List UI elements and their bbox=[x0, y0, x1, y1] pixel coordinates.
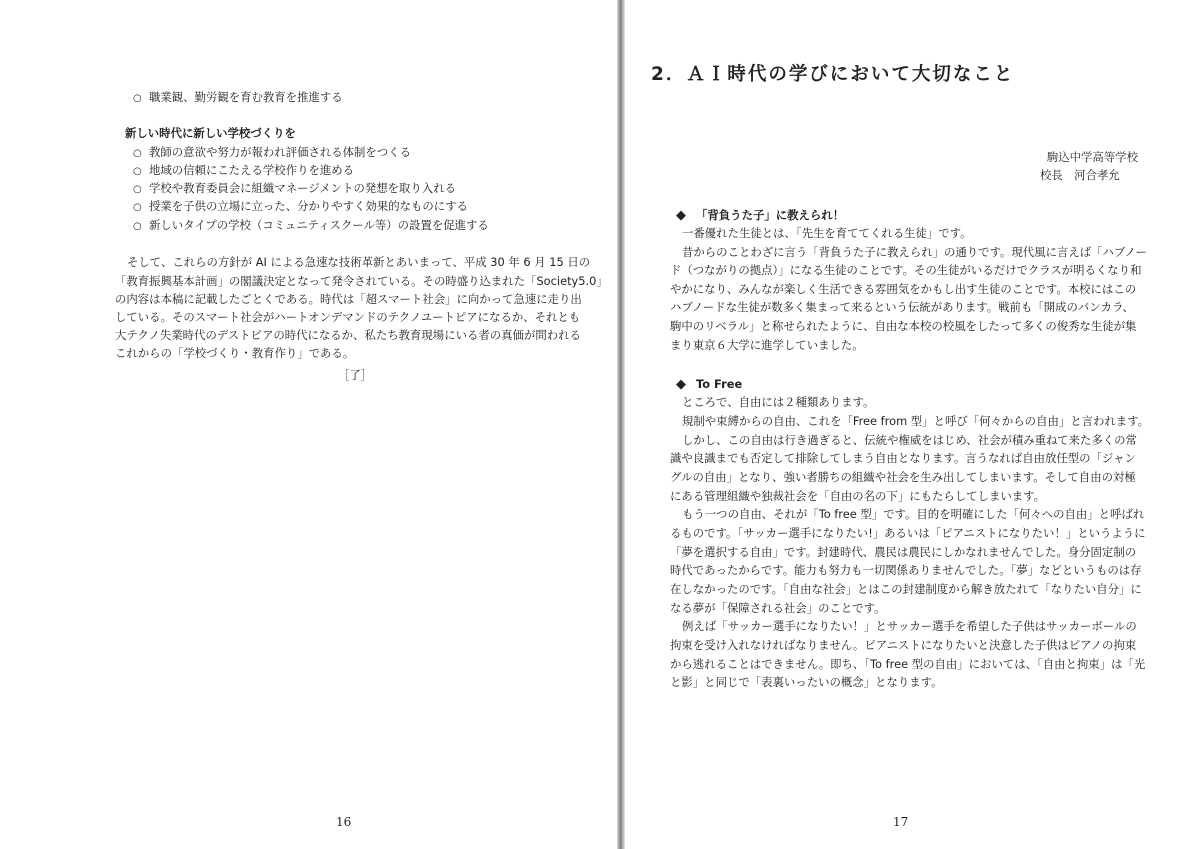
page-number-right: 17 bbox=[893, 815, 909, 829]
circle-bullet-icon: ○ bbox=[133, 93, 142, 104]
section-heading: ◆ To Free bbox=[676, 377, 743, 392]
page-title: 2．ＡＩ時代の学びにおいて大切なこと bbox=[651, 64, 1015, 85]
end-mark: ［了］ bbox=[338, 368, 373, 382]
paragraph-line: から逃れることはできません。即ち、「To free 型の自由」においては、「自由と拘束」は「光 bbox=[670, 657, 1146, 671]
section-heading: 新しい時代に新しい学校づくりを bbox=[125, 126, 296, 140]
paragraph-line: まり東京６大学に進学していました。 bbox=[670, 338, 864, 352]
paragraph-line: 「教育振興基本計画」の閣議決定となって発令されている。その時盛り込まれた「Society5.0」 bbox=[115, 274, 608, 288]
paragraph-line: ところで、自由には２種類あります。 bbox=[682, 395, 875, 409]
paragraph-line: 昔からのことわざに言う「背負うた子に教えられ」の通りです。現代風に言えば「ハブノー bbox=[682, 245, 1147, 259]
school-name: 駒込中学高等学校 bbox=[1046, 150, 1138, 164]
bullet-item: ○ 授業を子供の立場に立った、分かりやすく効果的なものにする bbox=[133, 197, 468, 217]
diamond-bullet-icon: ◆ bbox=[676, 377, 686, 392]
paragraph-line: 在しなかったのです。「自由な社会」とはこの封建制度から解き放たれて「なりたい自分」に bbox=[670, 582, 1142, 596]
paragraph-line: 「夢を選択する自由」です。封建時代、農民は農民にしかなれませんでした。身分固定制の bbox=[670, 545, 1137, 559]
paragraph-line: 拘束を受け入れなければなりません。ピアニストになりたいと決意した子供はピアノの拘束 bbox=[670, 638, 1137, 652]
paragraph-line: 一番優れた生徒とは、「先生を育ててくれる生徒」です。 bbox=[682, 226, 972, 240]
bullet-item: ○ 地域の信頼にこたえる学校作りを進める bbox=[133, 161, 354, 181]
paragraph-line: そして、これらの方針が AI による急速な技術革新とあいまって、平成 30 年 6 月 15 日の bbox=[127, 255, 591, 269]
paragraph-line: にある管理組織や独裁社会を「自由の名の下」にもたらしてしまいます。 bbox=[670, 489, 1045, 503]
circle-bullet-icon: ○ bbox=[133, 221, 142, 232]
paragraph-line: 大テクノ失業時代のデストピアの時代になるか、私たち教育現場にいる者の真価が問われる bbox=[115, 328, 581, 342]
circle-bullet-icon: ○ bbox=[133, 148, 142, 159]
circle-bullet-icon: ○ bbox=[133, 184, 142, 195]
paragraph-line: るものです。「サッカー選手になりたい!」あるいは「ピアニストになりたい！」というように bbox=[670, 526, 1146, 540]
paragraph-line: これからの「学校づくり・教育作り」である。 bbox=[115, 346, 355, 360]
paragraph-line: ハブノードな生徒が数多く集まって来るという伝統があります。戦前も「開成のバンカラ、 bbox=[670, 300, 1134, 314]
author-name: 校長 河合孝允 bbox=[1040, 168, 1120, 182]
diamond-bullet-icon: ◆ bbox=[676, 208, 686, 223]
bullet-item: ○ 教師の意欲や努力が報われ評価される体制をつくる bbox=[133, 143, 411, 163]
section-heading: ◆ 「背負うた子」に教えられ！ bbox=[676, 208, 845, 223]
circle-bullet-icon: ○ bbox=[133, 166, 142, 177]
paragraph-line: しかし、この自由は行き過ぎると、伝統や権威をはじめ、社会が積み重ねて来た多くの常 bbox=[682, 433, 1137, 447]
bullet-item: ○ 新しいタイプの学校（コミュニティスクール等）の設置を促進する bbox=[133, 216, 489, 236]
book-gutter bbox=[617, 0, 625, 849]
paragraph-line: 規制や束縛からの自由、これを「Free from 型」と呼び「何々からの自由」と言われます。 bbox=[682, 414, 1150, 428]
paragraph-line: やかになり、みんなが楽しく生活できる雰囲気をかもし出す生徒のことです。本校にはこの bbox=[670, 282, 1137, 296]
paragraph-line: なる夢が「保障される社会」のことです。 bbox=[670, 601, 886, 615]
paragraph-line: 例えば「サッカー選手になりたい！」とサッカー選手を希望した子供はサッカーボールの bbox=[682, 619, 1137, 633]
paragraph-line: ド（つながりの拠点）」になる生徒のことです。その生徒がいるだけでクラスが明るくなり和 bbox=[670, 263, 1142, 277]
paragraph-line: している。そのスマート社会がハートオンデマンドのテクノユートピアになるか、それとも bbox=[115, 310, 581, 324]
paragraph-line: もう一つの自由、それが「To free 型」です。目的を明確にした「何々への自由」と呼ばれ bbox=[682, 507, 1145, 521]
paragraph-line: 駒中のリベラル」と称せられたように、自由な本校の校風をしたって多くの俊秀な生徒が集 bbox=[670, 319, 1137, 333]
page-number-left: 16 bbox=[336, 815, 352, 829]
paragraph-line: と影」と同じで「表裏いったいの概念」となります。 bbox=[670, 675, 943, 689]
paragraph-line: グルの自由」となり、強い者勝ちの組織や社会を生み出してしまいます。そして自由の対極 bbox=[670, 470, 1136, 484]
paragraph-line: 識や良識までも否定して排除してしまう自由となります。言うなれば自由放任型の「ジャン bbox=[670, 451, 1136, 465]
bullet-item: ○ 学校や教育委員会に組織マネージメントの発想を取り入れる bbox=[133, 179, 456, 199]
circle-bullet-icon: ○ bbox=[133, 202, 142, 213]
bullet-item: ○ 職業観、勤労観を育む教育を推進する bbox=[133, 88, 343, 108]
paragraph-line: の内容は本稿に記載したごとくである。時代は「超スマート社会」に向かって急速に走り出 bbox=[115, 292, 582, 306]
paragraph-line: 時代であったからです。能力も努力も一切関係ありませんでした。「夢」などというものは存 bbox=[670, 563, 1142, 577]
